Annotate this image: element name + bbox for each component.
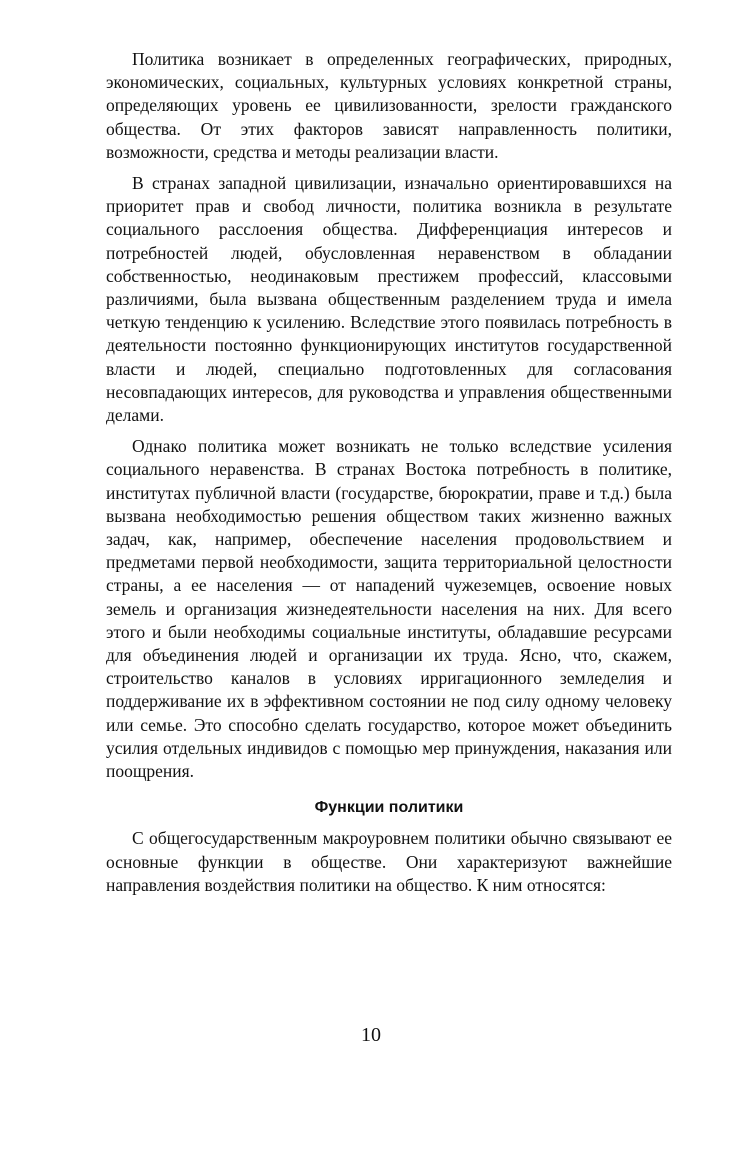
text-block bbox=[106, 48, 672, 897]
section-heading: Функции политики bbox=[314, 799, 464, 817]
paragraph-1: Политика возникает в определенных географических, природных, экономических, социальных, культурных условиях конкретной страны, определяющих уровень ее цивилизованности, зрелости гражданского общества. От этих факторов зависят направленность политики, возможности, средства и методы реализации власти. bbox=[106, 49, 672, 162]
page-number: 10 bbox=[361, 1024, 381, 1046]
paragraph-3: Однако политика может возникать не только вследствие усиления социального неравенства. В странах Востока потребность в политике, институтах публичной власти (государстве, бюрократии, праве и т.д.) была вызвана необходимостью решения обществом таких жизненно важных задач, как, например, обеспечение населения продовольствием и предметами первой необходимости, защита территориальной целостности страны, а ее населения — от нападений чужеземцев, освоение новых земель и организация жизнедеятельности населения на них. Для всего этого и были необходимы социальные институты, обладавшие ресурсами для объединения людей и организации их труда. Ясно, что, скажем, строительство каналов в условиях ирригационного земледелия и поддерживание их в эффективном состоянии не под силу одному человеку или семье. Это способно сделать государство, которое может объединить усилия отдельных индивидов с помощью мер принуждения, наказания или поощрения. bbox=[106, 436, 672, 782]
section-paragraph: С общегосударственным макроуровнем политики обычно связывают ее основные функции в обществе. Они характеризуют важнейшие направления воздействия политики на общество. К ним относятся: bbox=[106, 828, 672, 895]
paragraph-2: В странах западной цивилизации, изначально ориентировавшихся на приоритет прав и свобод личности, политика возникла в результате социального расслоения общества. Дифференциация интересов и потребностей людей, обусловленная неравенством в обладании собственностью, неодинаковым престижем профессий, классовыми различиями, была вызвана общественным разделением труда и имела четкую тенденцию к усилению. Вследствие этого появилась потребность в деятельности постоянно функционирующих институтов государственной власти и людей, специально подготовленных для согласования несовпадающих интересов, для руководства и управления общественными делами. bbox=[106, 173, 672, 426]
